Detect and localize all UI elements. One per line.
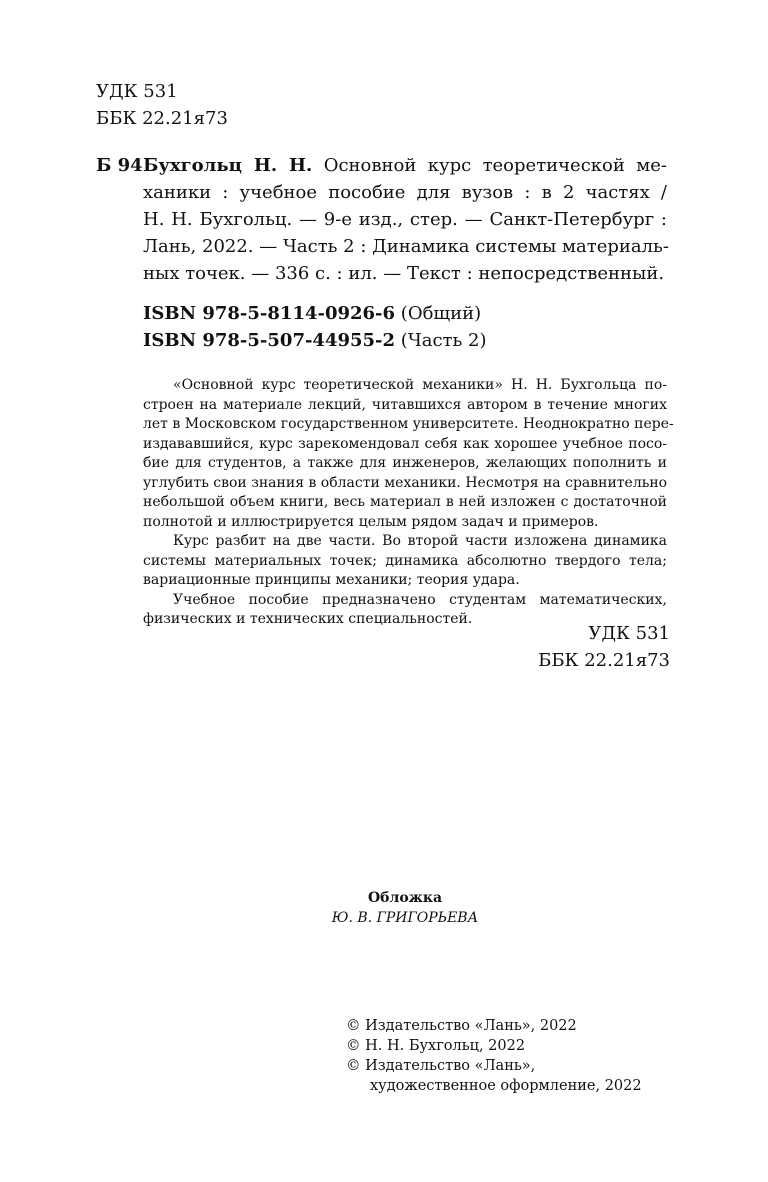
copyright-block — [346, 1016, 642, 1096]
entry-line: ханики : учебное пособие для вузов : в 2 частях / — [143, 182, 667, 203]
annotation-line: бие для студентов, а также для инженеров, желающих пополнить и — [143, 455, 667, 471]
entry-line: ных точек. — 336 с. : ил. — Текст : непосредственный. — [143, 263, 665, 284]
annotation-line: системы материальных точек; динамика абсолютно твердого тела; — [143, 552, 667, 569]
annotation-line: полнотой и иллюстрируется целым рядом задач и примеров. — [143, 513, 599, 530]
cover-credit — [300, 888, 510, 928]
bbk-code: ББК 22.21я73 — [96, 108, 228, 129]
isbn-note: (Часть 2) — [400, 330, 487, 351]
classification-codes-top — [96, 78, 228, 132]
isbn-list — [143, 300, 487, 354]
isbn-number: ISBN 978-5-8114-0926-6 — [143, 303, 396, 324]
classification-codes-bottom — [538, 620, 670, 674]
annotation-line: «Основной курс теоретической механики» Н. Н. Бухгольца по- — [173, 377, 667, 393]
annotation-line: лет в Московском государственном университете. Неоднократно пере- — [143, 416, 674, 432]
entry-author: Бухгольц Н. Н. — [143, 155, 313, 176]
annotation-line: небольшой объем книги, весь материал в ней изложен с достаточной — [143, 494, 667, 510]
udk-code: УДК 531 — [588, 623, 670, 644]
annotation-line: углубить свои знания в области механики. Несмотря на сравнительно — [143, 474, 668, 491]
entry-title-start: Основной курс теоретической ме- — [323, 155, 667, 176]
annotation — [143, 376, 674, 630]
isbn-number: ISBN 978-5-507-44955-2 — [143, 330, 396, 351]
cover-designer: Ю. В. ГРИГОРЬЕВА — [331, 910, 479, 926]
entry-line: Н. Н. Бухгольц. — 9-е изд., стер. — Санкт-Петербург : — [143, 209, 667, 230]
author-mark: Б 94 — [96, 155, 143, 176]
annotation-line: Курс разбит на две части. Во второй части изложена динамика — [173, 533, 667, 549]
annotation-line: вариационные принципы механики; теория удара. — [143, 572, 520, 588]
isbn-row — [143, 300, 487, 327]
annotation-line: Учебное пособие предназначено студентам математических, — [173, 591, 667, 608]
annotation-line: физических и технических специальностей. — [143, 611, 473, 627]
isbn-note: (Общий) — [400, 303, 482, 324]
copyright-line: © Издательство «Лань», — [346, 1058, 536, 1074]
copyright-line: художественное оформление, 2022 — [370, 1078, 642, 1094]
entry-line: Лань, 2022. — Часть 2 : Динамика системы материаль- — [143, 236, 669, 257]
copyright-line: © Издательство «Лань», 2022 — [346, 1018, 577, 1034]
bbk-code: ББК 22.21я73 — [538, 650, 670, 671]
entry-line — [143, 152, 667, 179]
isbn-row — [143, 327, 487, 354]
bibliographic-entry — [143, 152, 667, 287]
annotation-line: строен на материале лекций, читавшихся автором в течение многих — [143, 396, 667, 413]
annotation-line: издававшийся, курс зарекомендовал себя как хорошее учебное посо- — [143, 435, 667, 452]
cover-label: Обложка — [367, 890, 443, 906]
udk-code: УДК 531 — [96, 81, 178, 102]
copyright-line: © Н. Н. Бухгольц, 2022 — [346, 1038, 526, 1054]
